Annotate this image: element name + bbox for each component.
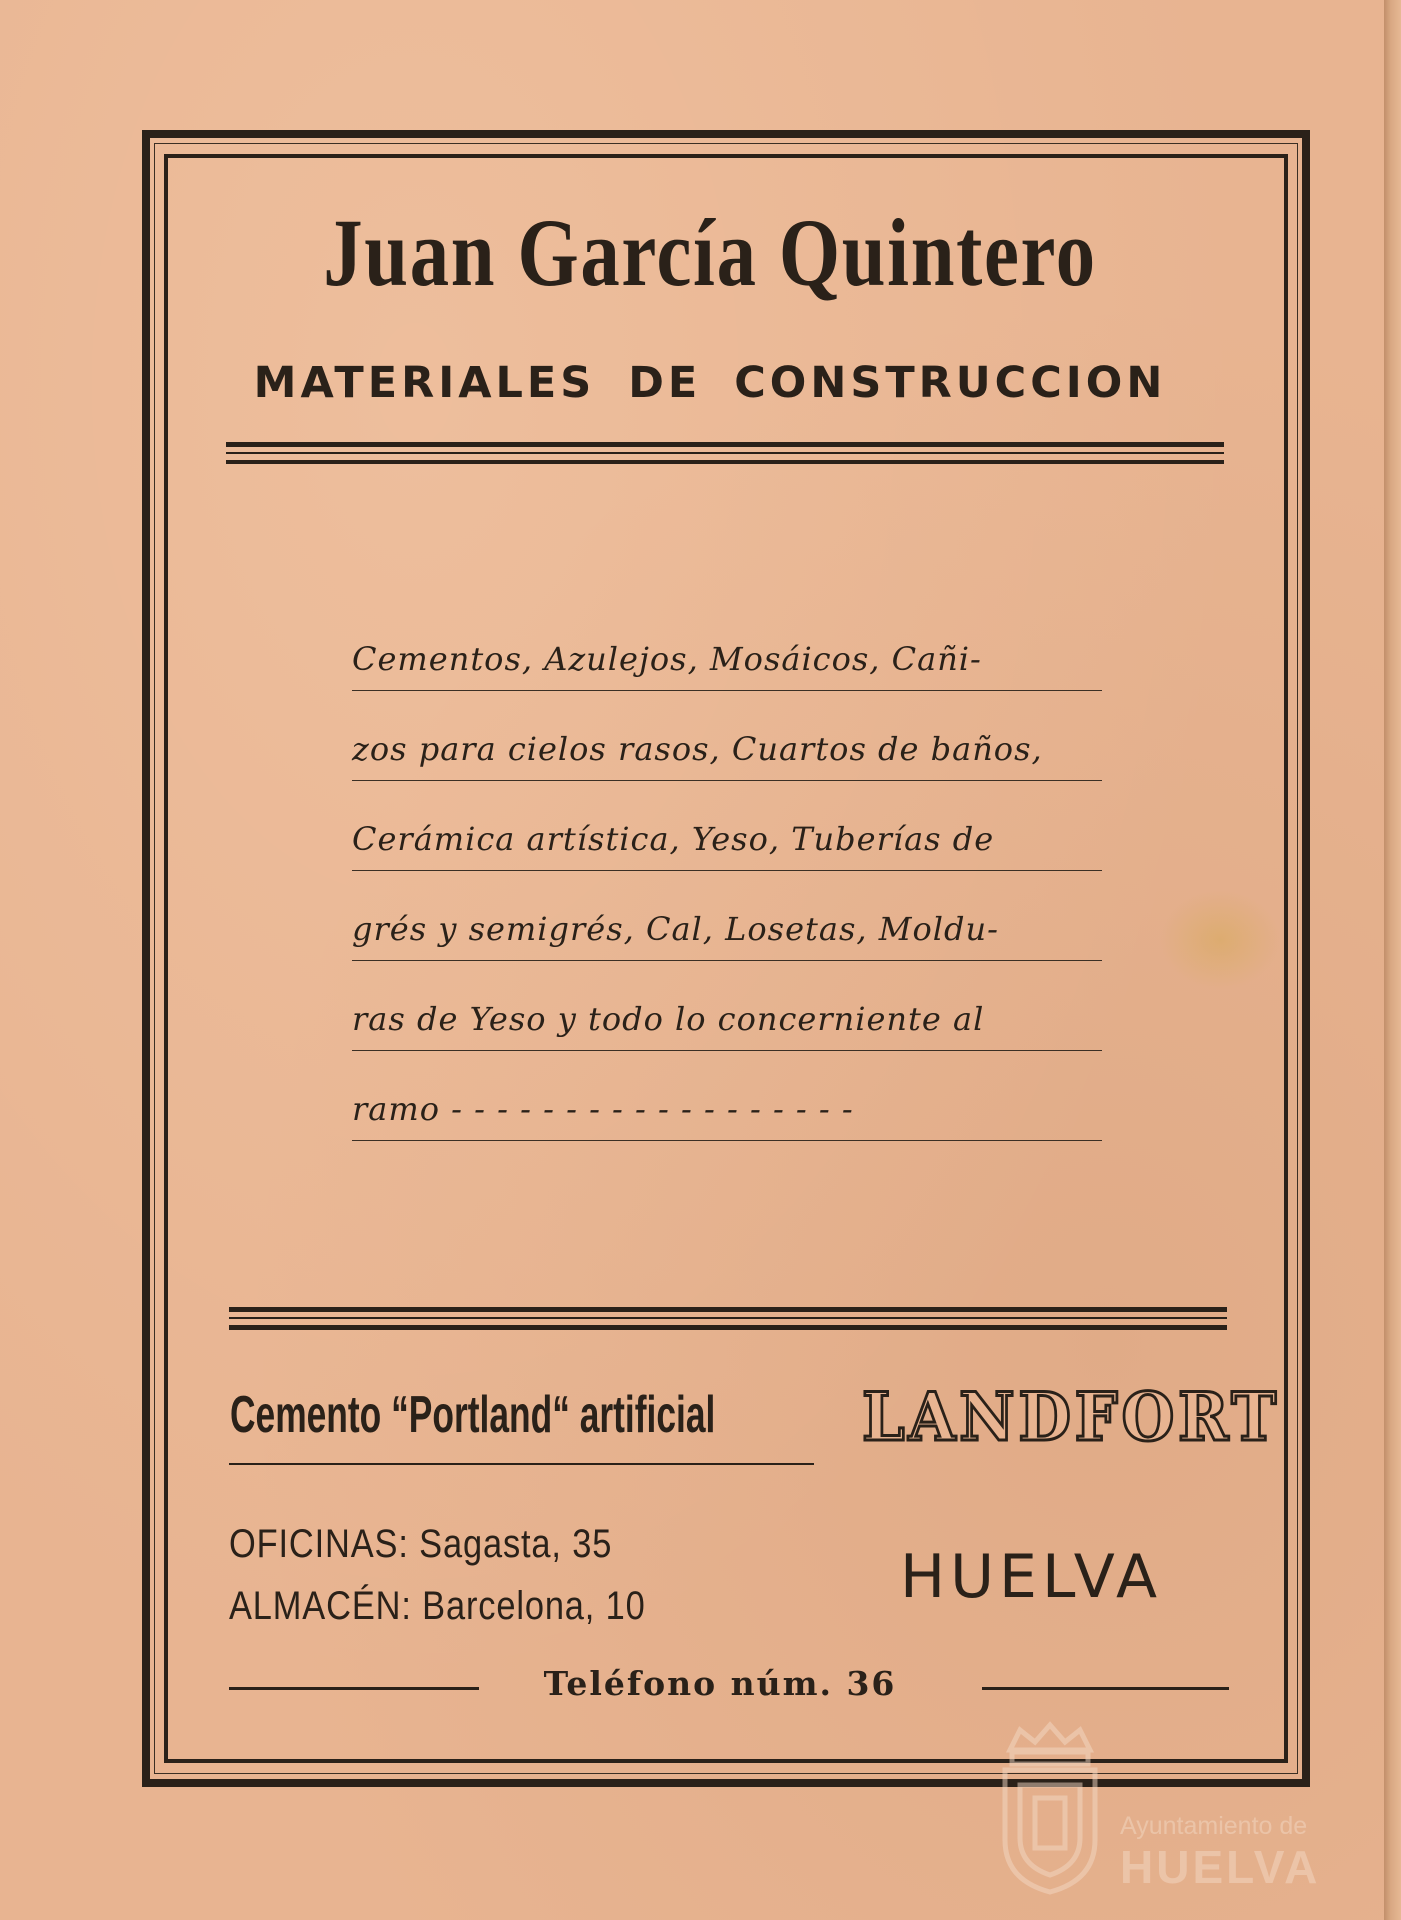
- header-rule-thin-2: [226, 460, 1224, 464]
- footer-rule-thick: [229, 1307, 1227, 1312]
- product-line: ramo - - - - - - - - - - - - - - - - - -: [352, 1078, 1102, 1168]
- footer-rule-thin-2: [229, 1325, 1227, 1330]
- watermark-line-2: HUELVA: [1120, 1841, 1321, 1893]
- product-line: zos para cielos rasos, Cuartos de baños,: [352, 718, 1102, 808]
- phone-rule-left: [229, 1687, 479, 1690]
- product-list: [352, 628, 1102, 1168]
- footer-rule-thin-1: [229, 1317, 1227, 1319]
- cement-product: Cemento “Portland“ artificial: [230, 1386, 716, 1444]
- cement-underline: [229, 1463, 814, 1465]
- page-edge: [1384, 0, 1401, 1920]
- product-line: grés y semigrés, Cal, Losetas, Moldu-: [352, 898, 1102, 988]
- product-line: Cerámica artística, Yeso, Tuberías de: [352, 808, 1102, 898]
- phone-number: Teléfono núm. 36: [543, 1664, 897, 1703]
- warehouse-address: ALMACÉN: Barcelona, 10: [229, 1584, 646, 1628]
- header-rule-thin-1: [226, 452, 1224, 454]
- company-name: Juan García Quintero: [323, 199, 1097, 306]
- phone-rule-right: [982, 1687, 1229, 1690]
- product-line: Cementos, Azulejos, Mosáicos, Cañi-: [352, 628, 1102, 718]
- city-name: HUELVA: [900, 1542, 1163, 1612]
- brand-name: LANDFORT: [862, 1378, 1280, 1456]
- header-rule-thick: [226, 442, 1224, 447]
- offices-address: OFICINAS: Sagasta, 35: [229, 1522, 613, 1566]
- company-tagline: MATERIALES DE CONSTRUCCION: [253, 358, 1167, 408]
- municipal-watermark: [990, 1720, 1330, 1900]
- coat-of-arms-icon: [990, 1720, 1110, 1900]
- watermark-line-1: Ayuntamiento de: [1120, 1812, 1308, 1840]
- product-line: ras de Yeso y todo lo concerniente al: [352, 988, 1102, 1078]
